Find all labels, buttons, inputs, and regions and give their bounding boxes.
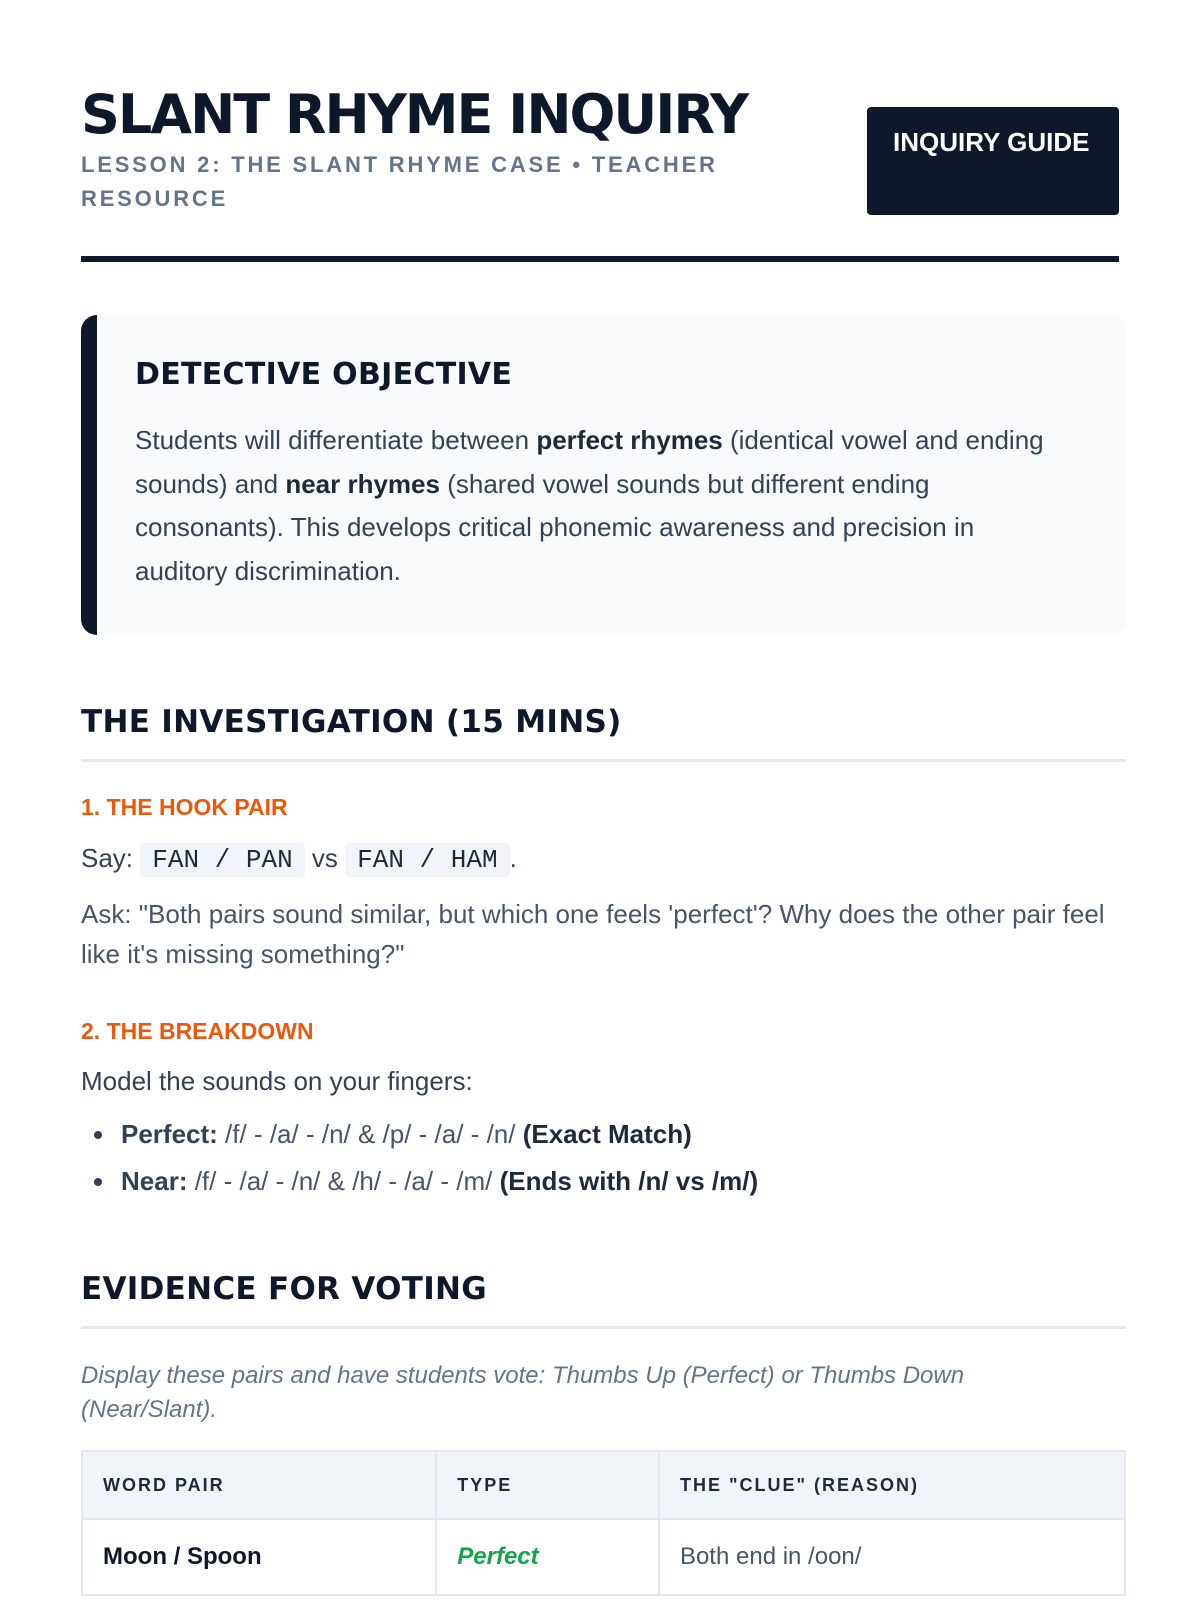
inquiry-guide-badge: INQUIRY GUIDE <box>867 107 1119 215</box>
column-header-word-pair: WORD PAIR <box>82 1451 436 1519</box>
evidence-table <box>81 1450 1126 1596</box>
perfect-rhymes-term: perfect rhymes <box>536 425 723 455</box>
table-header-row <box>82 1451 1125 1519</box>
list-item <box>81 1111 1126 1158</box>
say-end: . <box>509 843 517 873</box>
word-pair-cell: Moon / Spoon <box>82 1519 436 1595</box>
vs-label: vs <box>304 843 346 873</box>
objective-text-part: (shared vowel sounds but different ending consonants). This develops critical phonemic awareness and precision in auditory discrimination. <box>135 468 975 586</box>
page-title: SLANT RHYME INQUIRY <box>81 83 748 146</box>
page-subtitle: LESSON 2: THE SLANT RHYME CASE • TEACHER RESOURCE <box>81 152 718 211</box>
column-header-type: TYPE <box>436 1451 659 1519</box>
objective-heading: DETECTIVE OBJECTIVE <box>135 357 513 392</box>
type-cell: Perfect <box>436 1519 659 1595</box>
investigation-heading: THE INVESTIGATION (15 MINS) <box>81 699 1126 762</box>
bullet-note: (Exact Match) <box>522 1119 692 1149</box>
say-line <box>81 838 1126 880</box>
reason-cell: Both end in /oon/ <box>659 1519 1125 1595</box>
objective-text-part: (identical vowel and ending sounds) and <box>135 425 1044 499</box>
bullet-label: Perfect: <box>121 1119 218 1149</box>
bullet-sounds: /f/ - /a/ - /n/ & /h/ - /a/ - /m/ <box>187 1166 500 1196</box>
pair-fan-ham: FAN / HAM <box>345 843 509 877</box>
page-header <box>81 0 1119 262</box>
bullet-note: (Ends with /n/ vs /m/) <box>499 1166 759 1196</box>
voting-instructions: Display these pairs and have students vote: Thumbs Up (Perfect) or Thumbs Down (Near/Slant). <box>81 1362 965 1423</box>
objective-text-part: Students will differentiate between <box>135 425 537 455</box>
table-row <box>82 1519 1125 1595</box>
detective-objective-box <box>81 315 1126 635</box>
column-header-clue: THE "CLUE" (REASON) <box>659 1451 1125 1519</box>
bullet-label: Near: <box>121 1166 188 1196</box>
pair-fan-pan: FAN / PAN <box>140 843 304 877</box>
breakdown-intro: Model the sounds on your fingers: <box>81 1066 473 1096</box>
list-item <box>81 1158 1126 1205</box>
ask-question: Ask: "Both pairs sound similar, but which one feels 'perfect'? Why does the other pair feel like it's missing something?" <box>81 899 1105 969</box>
near-rhymes-term: near rhymes <box>285 468 440 499</box>
step-1-title: 1. THE HOOK PAIR <box>81 794 288 820</box>
step-2-title: 2. THE BREAKDOWN <box>81 1018 314 1044</box>
bullet-sounds: /f/ - /a/ - /n/ & /p/ - /a/ - /n/ <box>217 1119 523 1149</box>
evidence-heading: EVIDENCE FOR VOTING <box>81 1266 1126 1329</box>
say-label: Say: <box>81 843 141 873</box>
sound-breakdown-list <box>81 1111 1126 1205</box>
objective-text <box>135 419 1072 593</box>
